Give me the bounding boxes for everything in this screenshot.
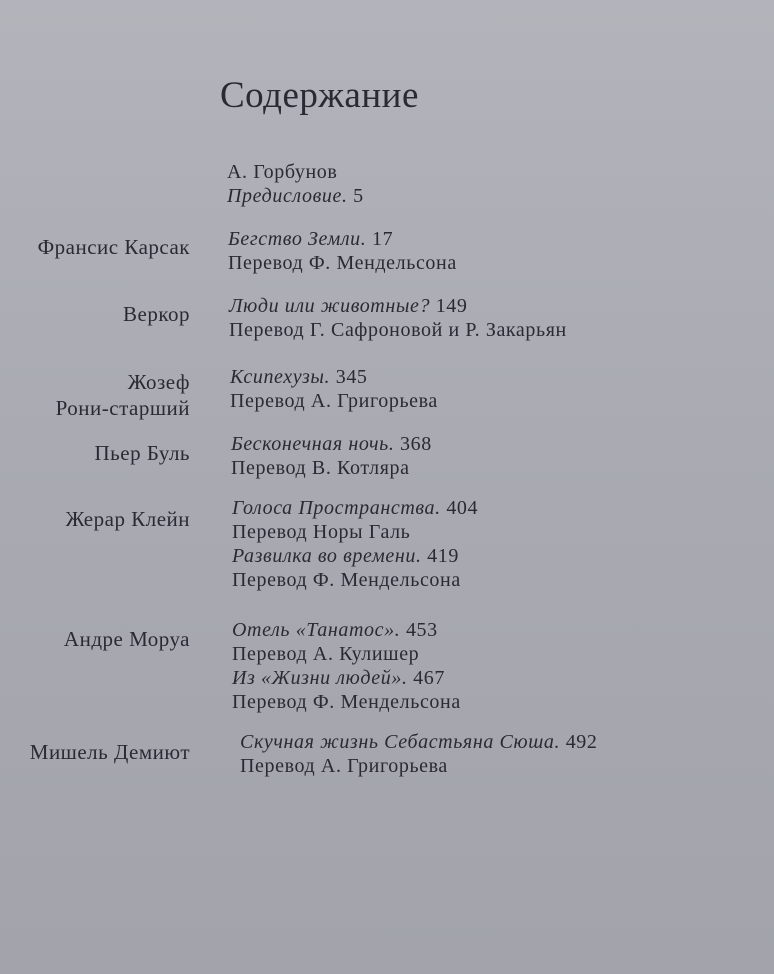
page-number: 368 [400, 433, 432, 455]
toc-line [232, 544, 478, 568]
author-name-line: Рони-старший [55, 396, 190, 420]
translator-line: Перевод Ф. Мендельсона [228, 252, 457, 274]
page-number: 345 [335, 366, 368, 388]
page-number: 17 [372, 228, 394, 250]
work-title: Бесконечная ночь. [231, 433, 395, 455]
page-number: 419 [427, 545, 459, 567]
translator-line: Перевод А. Григорьева [230, 390, 438, 412]
toc-entry [228, 227, 457, 275]
work-title: Предисловие. [227, 185, 348, 207]
work-title: Отель «Танатос». [232, 619, 401, 641]
toc-line [240, 730, 598, 754]
work-title: Голоса Пространства. [232, 497, 441, 519]
toc-line [231, 432, 432, 456]
author-name: Андре Моруа [63, 627, 190, 651]
toc-line [232, 496, 478, 520]
author-name [0, 369, 190, 421]
foreword-author: А. Горбунов [227, 161, 338, 183]
page-number: 5 [353, 185, 364, 207]
toc-line [229, 294, 567, 318]
toc-entry [227, 160, 364, 208]
work-title: Из «Жизни людей». [232, 667, 408, 689]
work-title: Бегство Земли. [228, 228, 367, 250]
page-number: 492 [565, 731, 598, 753]
work-title: Скучная жизнь Себастьяна Сюша. [240, 731, 561, 753]
page-number: 467 [413, 667, 445, 689]
translator-line: Перевод Г. Сафроновой и Р. Закарьян [229, 319, 567, 341]
toc-entry [232, 618, 461, 714]
toc-entry [230, 365, 438, 413]
author-name: Пьер Буль [94, 441, 190, 465]
toc-line [232, 666, 461, 690]
toc-line [227, 184, 364, 208]
work-title: Люди или животные? [229, 295, 431, 317]
page-number: 149 [435, 295, 468, 317]
translator-line: Перевод В. Котляра [231, 457, 410, 479]
page-number: 404 [446, 497, 479, 519]
page-title: Содержание [220, 75, 419, 116]
author-name: Франсис Карсак [37, 235, 190, 259]
toc-entry [231, 432, 432, 480]
translator-line: Перевод Ф. Мендельсона [232, 691, 461, 713]
translator-line: Перевод А. Кулишер [232, 643, 420, 665]
toc-entry [240, 730, 598, 778]
toc-entry [229, 294, 567, 342]
toc-entry [232, 496, 478, 592]
toc-line [232, 618, 461, 642]
author-name: Жерар Клейн [65, 507, 190, 531]
author-name: Веркор [123, 302, 190, 326]
translator-line: Перевод А. Григорьева [240, 755, 448, 777]
toc-line [228, 227, 457, 251]
translator-line: Перевод Норы Галь [232, 521, 411, 543]
translator-line: Перевод Ф. Мендельсона [232, 569, 461, 591]
author-name-line: Жозеф [127, 370, 190, 394]
author-name: Мишель Демиют [29, 740, 190, 764]
work-title: Развилка во времени. [232, 545, 422, 567]
work-title: Ксипехузы. [230, 366, 331, 388]
toc-line [230, 365, 438, 389]
page-number: 453 [405, 619, 438, 641]
